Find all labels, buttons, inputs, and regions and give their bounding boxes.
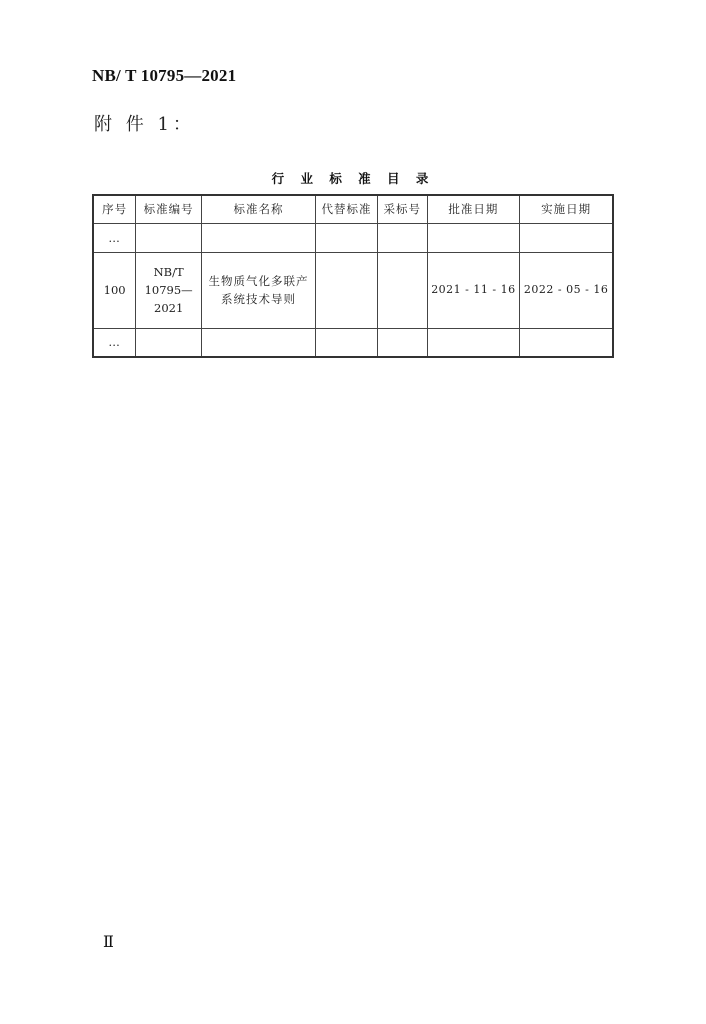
standard-name-line: 系统技术导则: [221, 292, 297, 306]
header-adopted-standard-no: 采标号: [378, 195, 428, 223]
header-implementation-date: 实施日期: [520, 195, 613, 223]
ellipsis-cell: …: [93, 328, 136, 357]
empty-cell: [136, 223, 202, 252]
empty-cell: [520, 328, 613, 357]
standard-code-line: 2021: [154, 301, 184, 315]
empty-cell: [427, 328, 520, 357]
table-row: [93, 252, 613, 328]
empty-cell: [202, 328, 316, 357]
page-number: Ⅱ: [103, 934, 114, 951]
empty-cell: [315, 328, 377, 357]
adopted-standard-cell: [378, 252, 428, 328]
table-row-ellipsis-top: [93, 223, 613, 252]
empty-cell: [520, 223, 613, 252]
table-row-ellipsis-bottom: [93, 328, 613, 357]
empty-cell: [315, 223, 377, 252]
header-standard-code: 标准编号: [136, 195, 202, 223]
standard-code-cell: [136, 252, 202, 328]
empty-cell: [202, 223, 316, 252]
standard-name-cell: [202, 252, 316, 328]
header-approval-date: 批准日期: [427, 195, 520, 223]
replaced-standard-cell: [315, 252, 377, 328]
appendix-label: 附 件 1：: [94, 114, 195, 135]
ellipsis-cell: …: [93, 223, 136, 252]
empty-cell: [378, 328, 428, 357]
document-code: NB/ T 10795—2021: [92, 66, 237, 85]
empty-cell: [378, 223, 428, 252]
standards-catalog-table: [92, 194, 614, 358]
table-title: 行 业 标 准 目 录: [271, 171, 435, 186]
standard-code-line: NB/T: [153, 265, 184, 279]
implementation-date-cell: 2022 - 05 - 16: [520, 252, 613, 328]
standard-name-line: 生物质气化多联产: [208, 274, 309, 288]
approval-date-cell: 2021 - 11 - 16: [427, 252, 520, 328]
standard-code-line: 10795—: [144, 283, 193, 297]
table-header-row: [93, 195, 613, 223]
seq-cell: 100: [93, 252, 136, 328]
header-standard-name: 标准名称: [202, 195, 316, 223]
empty-cell: [427, 223, 520, 252]
empty-cell: [136, 328, 202, 357]
header-seq: 序号: [93, 195, 136, 223]
header-replaced-standard: 代替标准: [315, 195, 377, 223]
